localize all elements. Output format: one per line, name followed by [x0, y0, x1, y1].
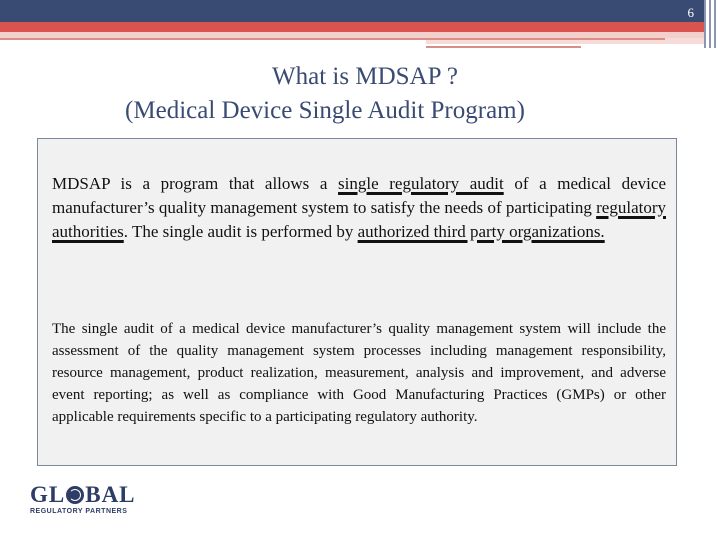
slide-title — [0, 60, 720, 128]
logo-text-gl: GL — [30, 482, 66, 507]
definition-text-2: of a medical device manufacturer’s quality management system to satisfy the needs of participating — [52, 174, 666, 217]
underlined-authorized-third-party: authorized third party organizations. — [357, 222, 605, 241]
underlined-single-regulatory-audit: single regulatory audit — [338, 174, 504, 193]
slide-number: 6 — [687, 5, 694, 20]
header-side-lines — [702, 0, 718, 48]
underlined-regulatory-authorities: regulatory authorities — [52, 198, 666, 241]
header-bar-red — [0, 22, 706, 32]
title-line-2: (Medical Device Single Audit Program) — [125, 97, 525, 124]
logo-text-bal: BAL — [85, 482, 136, 507]
logo-subtitle: REGULATORY PARTNERS — [30, 508, 128, 515]
header-rule-short — [426, 46, 581, 48]
definition-text-1: MDSAP is a program that allows a — [52, 174, 339, 193]
global-regulatory-partners-logo — [30, 483, 160, 517]
title-line-1: What is MDSAP ? — [272, 63, 458, 90]
scope-paragraph: The single audit of a medical device manufacturer’s quality management system will include the assessment of the quality management system processes including management responsibility, resource management, product realization, measurement, analysis and improvement, and adverse event reporting; as well as compliance with Good Manufacturing Practices (GMPs) or other applicable requirements specific to a participating regulatory authority. — [52, 321, 666, 425]
header-bar-navy — [0, 0, 706, 22]
header-rule — [0, 38, 665, 40]
content-box — [37, 138, 677, 466]
definition-text-3: . The single audit is performed by — [123, 222, 358, 241]
logo-wordmark — [30, 483, 160, 507]
globe-icon — [66, 486, 84, 504]
definition-paragraph — [52, 172, 666, 244]
